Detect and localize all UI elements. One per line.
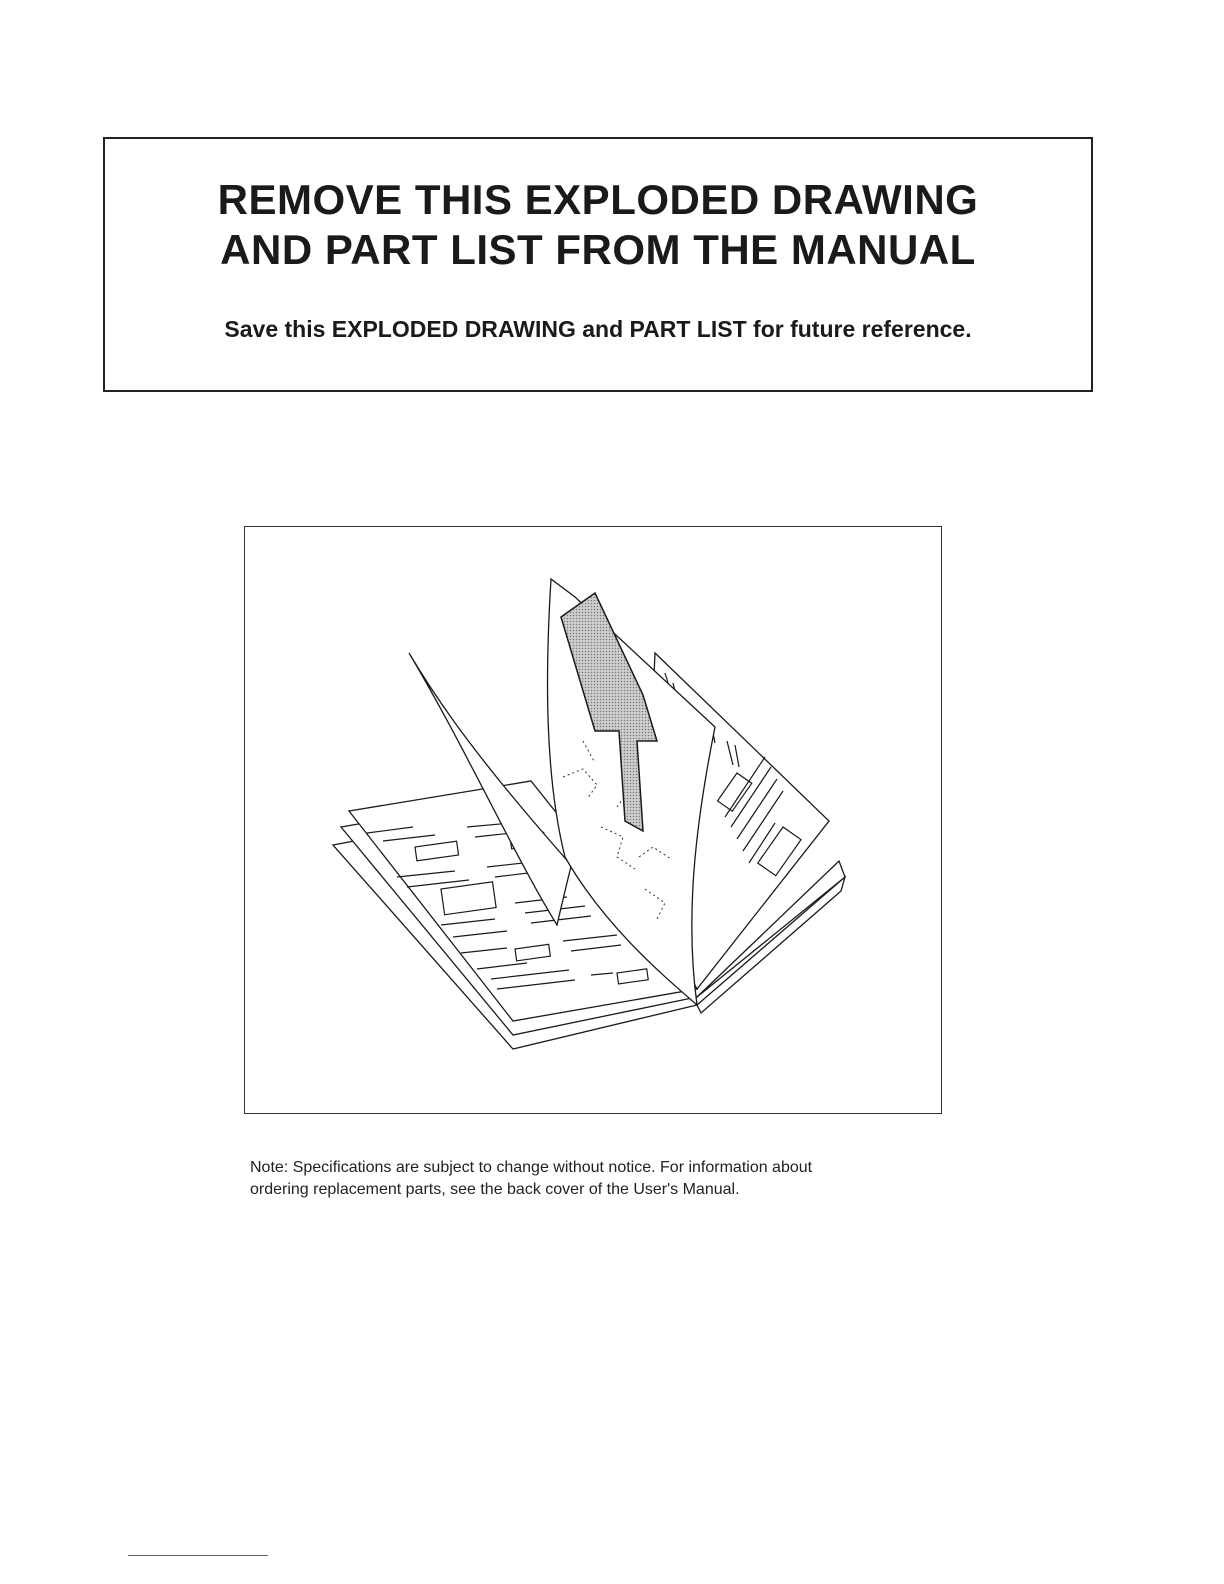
notice-subline: Save this EXPLODED DRAWING and PART LIST for future reference.: [224, 316, 972, 342]
notice-box: [103, 137, 1093, 392]
notice-headline: [105, 175, 1091, 275]
note-line-2: ordering replacement parts, see the back cover of the User's Manual.: [250, 1181, 740, 1198]
footer-rule: [128, 1555, 268, 1556]
note-line-1: Note: Specifications are subject to change without notice. For information about: [250, 1159, 813, 1176]
open-manual-illustration: [245, 527, 942, 1114]
headline-line-1: REMOVE THIS EXPLODED DRAWING: [217, 176, 979, 223]
figure-frame: [244, 526, 942, 1114]
headline-line-2: AND PART LIST FROM THE MANUAL: [220, 226, 976, 273]
specifications-note: [250, 1157, 950, 1201]
